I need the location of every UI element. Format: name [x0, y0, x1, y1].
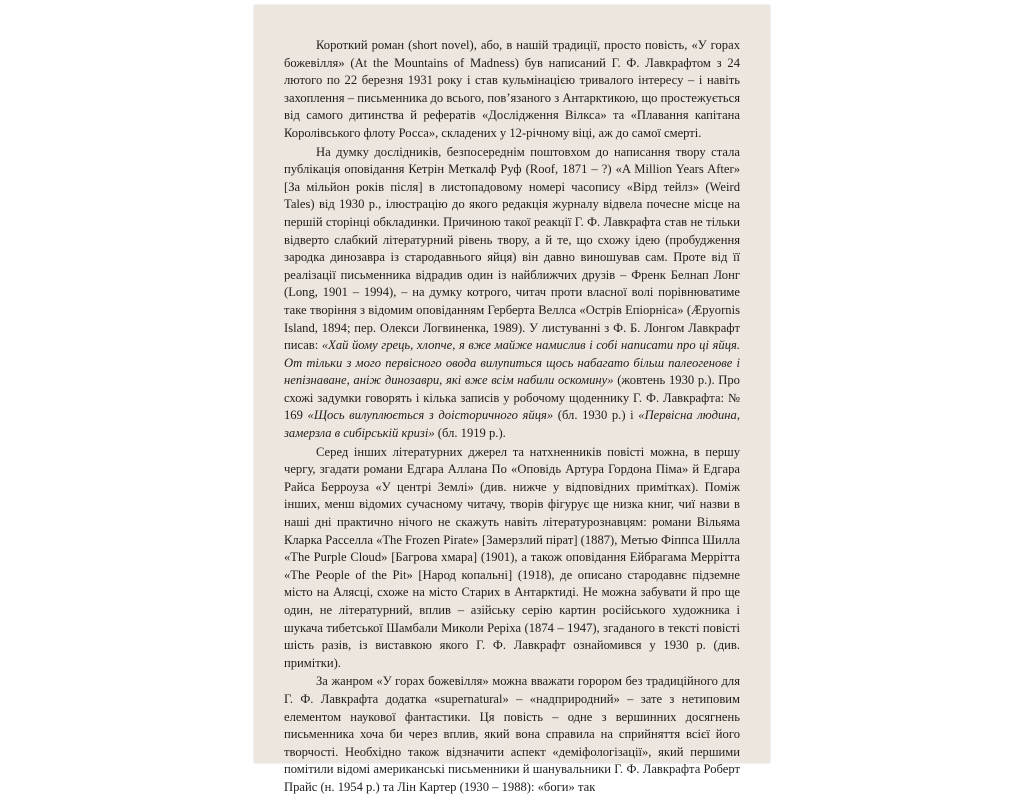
- text-run: На думку дослідників, безпосереднім поштовхом до написання твору стала публікація оповідання Кетрін Меткалф Руф (Roof, 1871 – ?) «A Million Years After» [За мільйон років після] в листопадовому номері часопису «Вірд тейлз» (Weird Tales) від 1930 р., ілюстрацію до якого редакція журналу відвела почесне місце на першій сторінці обкладинки. Причиною такої реакції Г. Ф. Лавкрафта став не тільки відверто слабкий літературний рівень твору, а й те, що схожу ідею (пробудження зародка динозавра із стародавнього яйця) він давно виношував сам. Проте від її реалізації письменника відрадив один із найближчих друзів – Френк Белнап Лонг (Long, 1901 – 1994), – на думку котрого, читач проти власної волі порівнюватиме таке творіння з відомим оповіданням Герберта Веллса «Острів Епіорніса» (Æpyornis Island, 1894; пер. Олекси Логвиненка, 1989). У листуванні з Ф. Б. Лонгом Лавкрафт писав:: [284, 144, 740, 353]
- paragraph-4: [284, 673, 740, 796]
- book-page: [254, 5, 770, 794]
- paragraph-2: [284, 144, 740, 443]
- text-run: Серед інших літературних джерел та натхненників повісті можна, в першу чергу, згадати романи Едгара Аллана По «Оповідь Артура Гордона Піма» й Едгара Райса Берроуза «У центрі Землі» (див. нижче у відповідних примітках). Поміж інших, менш відомих сучасному читачу, творів фігурує ще низка книг, чиї назви в наші дні практично нічого не скажуть навіть літературознавцям: романи Вільяма Кларка Расселла «The Frozen Pirate» [Замерзлий пірат] (1887), Метью Фіппса Шилла «The Purple Cloud» [Багрова хмара] (1901), а також оповідання Ейбрагама Меррітта «The People of the Pit» [Народ копальні] (1918), де описано стародавнє підземне місто на Алясці, схоже на місто Старих в Антарктиді. Не можна забувати й про ще один, не літературний, вплив – азійську серію картин російського художника і шукача тибетської Шамбали Миколи Реріха (1874 – 1947), згаданого в тексті повісті шість разів, із виставкою якого Г. Ф. Лавкрафт ознайомився у 1930 р. (див. примітки).: [284, 444, 740, 670]
- italic-quote: «Щось вилуплюється з доісторичного яйця»: [307, 408, 554, 423]
- text-run: (жовтень 1930 р.). Про схожі задумки говорять і кілька записів у робочому щоденнику Г. Ф. Лавкрафта: № 169: [284, 373, 740, 423]
- italic-quote: «Первісна людина, замерзла в сибірській кризі»: [284, 408, 740, 441]
- paragraph-1: [284, 37, 740, 143]
- text-run: (бл. 1919 р.).: [434, 426, 506, 441]
- italic-quote: «Хай йому грець, хлопче, я вже майже намислив і собі написати про ці яйця. От тільки з мого первісного овода вилупиться щось набагато більш палеогенове і непізнаване, аніж динозаври, які вже всім набили оскомину»: [284, 338, 740, 388]
- text-run: Короткий роман (short novel), або, в нашій традиції, просто повість, «У горах божевілля» (At the Mountains of Madness) був написаний Г. Ф. Лавкрафтом з 24 лютого по 22 березня 1931 року і став кульмінацією тривалого інтересу – і навіть захоплення – письменника до всього, пов’язаного з Антарктикою, що простежується від самого дитинства й рефератів «Дослідження Вілкса» та «Плавання капітана Королівського флоту Росса», складених у 12-річному віці, аж до самої смерті.: [284, 38, 740, 140]
- paragraph-3: [284, 444, 740, 673]
- text-run: За жанром «У горах божевілля» можна вважати горором без традиційного для Г. Ф. Лавкрафта додатка «supernatural» – «надприродний» – зате з нетиповим елементом наукової фантастики. Ця повість – одне з вершинних досягнень письменника хоча би через вплив, який вона справила на сприйняття всієї його творчості. Необхідно також відзначити аспект «деміфологізації», який першими помітили відомі американські письменники й шанувальники Г. Ф. Лавкрафта Роберт Прайс (н. 1954 р.) та Лін Картер (1930 – 1988): «боги» так: [284, 674, 740, 794]
- page-text: [284, 37, 740, 797]
- text-run: (бл. 1930 р.) і: [553, 408, 639, 423]
